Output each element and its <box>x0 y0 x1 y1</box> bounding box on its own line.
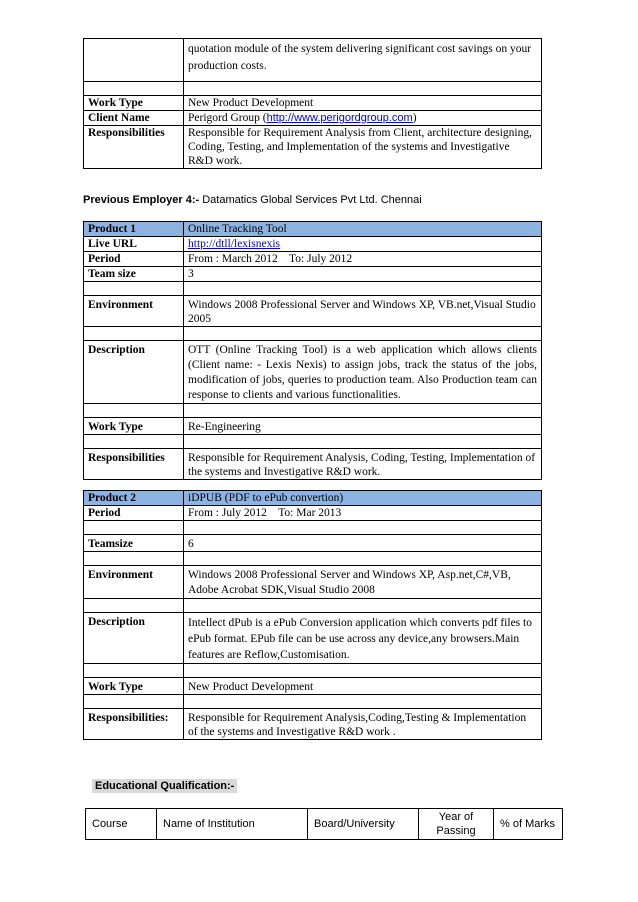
column-header-course: Course <box>86 809 157 840</box>
work-type-label: Work Type <box>84 96 184 111</box>
period-value: From : March 2012 To: July 2012 <box>184 252 542 267</box>
environment-value: Windows 2008 Professional Server and Windows XP, VB.net,Visual Studio 2005 <box>184 296 542 327</box>
product-label: Product 2 <box>84 491 184 506</box>
work-type-value: Re-Engineering <box>184 418 542 435</box>
responsibilities-label: Responsibilities <box>84 126 184 169</box>
description-value: Intellect dPub is a ePub Conversion application which converts pdf files to ePub format. EPub file can be use across any device,any browsers.Main features are Reflow,Customisation. <box>184 613 542 664</box>
column-header-year: Year of Passing <box>419 809 494 840</box>
client-name-label: Client Name <box>84 111 184 126</box>
previous-employer-heading <box>83 194 422 206</box>
client-name-suffix: ) <box>412 112 417 124</box>
team-size-label: Team size <box>84 267 184 282</box>
description-label: Description <box>84 341 184 404</box>
description-label: Description <box>84 613 184 664</box>
period-value: From : July 2012 To: Mar 2013 <box>184 506 542 521</box>
product-label: Product 1 <box>84 222 184 237</box>
team-size-value: 3 <box>184 267 542 282</box>
column-header-marks: % of Marks <box>494 809 563 840</box>
column-header-institution: Name of Institution <box>157 809 308 840</box>
responsibilities-label: Responsibilities: <box>84 709 184 740</box>
education-header-row <box>86 809 563 840</box>
product-2-table <box>83 490 542 740</box>
education-heading: Educational Qualification:- <box>92 779 237 793</box>
work-type-value: New Product Development <box>184 678 542 695</box>
team-size-value: 6 <box>184 535 542 552</box>
employer-name: Datamatics Global Services Pvt Ltd. Chennai <box>199 194 422 206</box>
product-value: iDPUB (PDF to ePub convertion) <box>184 491 542 506</box>
team-size-label: Teamsize <box>84 535 184 552</box>
employer-label: Previous Employer 4:- <box>83 194 200 206</box>
work-type-label: Work Type <box>84 678 184 695</box>
responsibilities-label: Responsibilities <box>84 449 184 480</box>
live-url-link[interactable]: http://dtll/lexisnexis <box>188 238 280 250</box>
work-type-value: New Product Development <box>184 96 542 111</box>
period-label: Period <box>84 506 184 521</box>
responsibilities-value: Responsible for Requirement Analysis from Client, architecture designing, Coding, Testing, and Implementation of the systems and Investigative R&D work. <box>184 126 542 169</box>
environment-label: Environment <box>84 296 184 327</box>
education-table <box>85 808 563 840</box>
client-name-text: Perigord Group ( <box>188 112 267 124</box>
live-url-cell <box>184 237 542 252</box>
client-website-link[interactable]: http://www.perigordgroup.com <box>266 112 413 124</box>
continued-description: quotation module of the system delivering significant cost savings on your production costs. <box>184 39 542 82</box>
work-type-label: Work Type <box>84 418 184 435</box>
period-label: Period <box>84 252 184 267</box>
blank-label-cell <box>84 39 184 82</box>
column-header-board: Board/University <box>308 809 419 840</box>
environment-label: Environment <box>84 566 184 599</box>
responsibilities-value: Responsible for Requirement Analysis, Coding, Testing, Implementation of the systems and Investigative R&D work. <box>184 449 542 480</box>
description-value: OTT (Online Tracking Tool) is a web application which allows clients (Client name: - Lexis Nexis) to assign jobs, track the status of the jobs, modification of jobs, queries to production team. Also Production team can response to clients and various functionalities. <box>184 341 542 404</box>
client-name-value <box>184 111 542 126</box>
environment-value: Windows 2008 Professional Server and Windows XP, Asp.net,C#,VB, Adobe Acrobat SDK,Visual Studio 2008 <box>184 566 542 599</box>
previous-project-table <box>83 38 542 169</box>
responsibilities-value: Responsible for Requirement Analysis,Coding,Testing & Implementation of the systems and Investigative R&D work . <box>184 709 542 740</box>
live-url-label: Live URL <box>84 237 184 252</box>
product-1-table <box>83 221 542 480</box>
product-value: Online Tracking Tool <box>184 222 542 237</box>
